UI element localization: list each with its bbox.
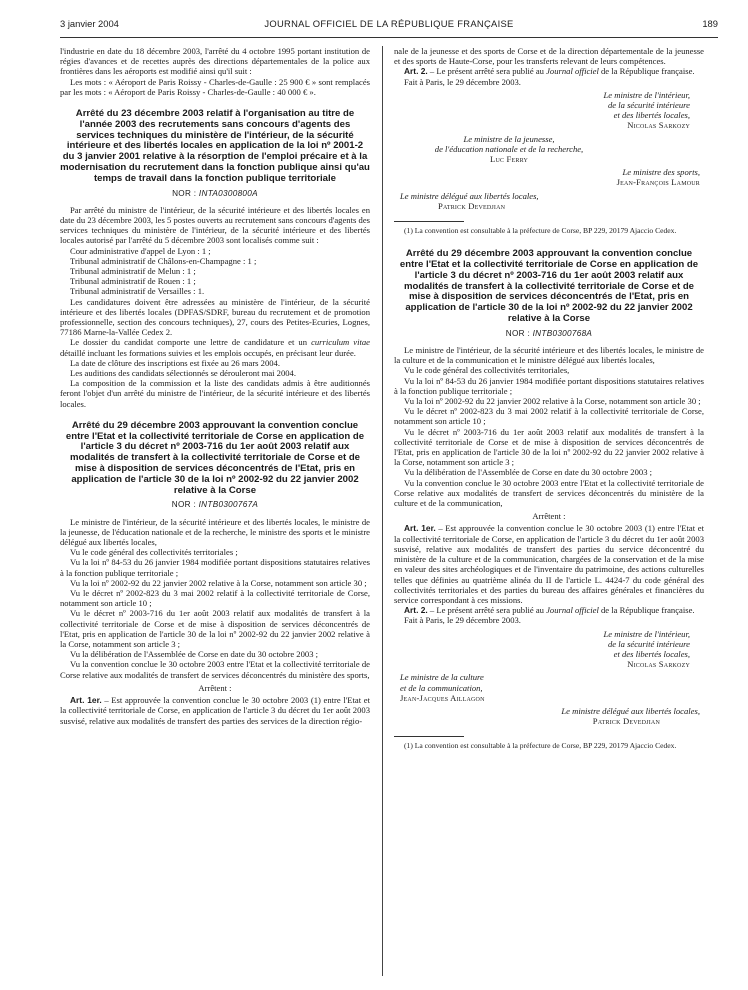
visa-item: Vu la loi nº 2002-92 du 22 janvier 2002 relative à la Corse, notamment son article 30 ; [404,396,701,407]
body-paragraph: Les candidatures doivent être adressées au ministère de l'intérieur, de la sécurité intérieure et des libertés locales (DPFAS/SDRF, bureau du recrutement et de promotion professionnelle, section des concours techniques), 27, cours des Petites-Ecuries, Lognes, 77186 Marne-la-Vallée Cedex 2. [60,296,370,338]
visa-item: Vu le code général des collectivités territoriales ; [70,547,238,558]
signatory-role: Le ministre délégué aux libertés locales, [400,190,539,201]
signatory-role: Le ministre de l'intérieur, [603,89,690,100]
nor-prefix: NOR : [172,188,199,198]
signatory-name: Jean-Jacques Aillagon [400,692,485,703]
signatory-role: de la sécurité intérieure [607,638,690,649]
continued-paragraph: nale de la jeunesse et des sports de Corse et de la direction départementale de la jeunesse et des sports de Haute-Corse, pour les transferts relevant de leurs compétences. [394,46,704,67]
signatory-name: Luc Ferry [490,154,528,165]
article-paragraph [394,66,704,76]
signature-block [394,167,700,187]
signatory-role: de l'éducation nationale et de la recherche, [434,143,584,154]
signatory-role: et de la communication, [400,682,483,693]
nor-reference [60,500,370,510]
signatory-role: de la sécurité intérieure [607,100,690,111]
decree-title: Arrêté du 29 décembre 2003 approuvant la convention conclue entre l'Etat et la collectivité territoriale de Corse en application de l'article 3 du décret nº 2003-716 du 1er août 2003 relatif aux modalités de transfert à la collectivité territoriale de Corse et de mise à disposition de services déconcentrés de l'Etat, pris en application de l'article 30 de la loi nº 2002-92 du 22 janvier 2002 relative à la Corse [65,419,365,496]
signature-block [400,191,704,211]
text-run: Le dossier du candidat comporte une lettre de candidature et un [70,337,312,348]
nor-reference [394,329,704,339]
signature-block [400,672,704,703]
list-item: Tribunal administratif de Rouen : 1 ; [70,276,196,287]
signatory-name: Patrick Devedjian [438,200,506,211]
signatory-role: et des libertés locales, [613,110,690,121]
article-text: – Est approuvée la convention conclue le 30 octobre 2003 (1) entre l'Etat et la collectivité territoriale de Corse, en application de l'article 3 du décret du 1er août 2003 susvisé, relative aux modalités de transfert des parties des services de la direction régio- [60,695,370,726]
article-label: Art. 1er. [404,523,436,534]
signatory-name: Nicolas Sarkozy [627,659,690,670]
arretent-heading: Arrêtent : [198,682,232,693]
article-label: Art. 2. [404,605,428,616]
signatory-name: Patrick Devedjian [592,716,660,727]
nor-code: INTB0300767A [198,500,259,510]
footnote: (1) La convention est consultable à la préfecture de Corse, BP 229, 20179 Ajaccio Cedex. [404,226,677,236]
body-paragraph: Le ministre de l'intérieur, de la sécurité intérieure et des libertés locales, le ministre de la jeunesse, de l'éducation nationale et de la recherche, le ministre des sports et le ministre délégué aux libertés locales, [60,516,370,548]
text-run: de la République française. [598,66,695,77]
visa-item: Vu la convention conclue le 30 octobre 2003 entre l'Etat et la collectivité territoriale de Corse relative aux modalités de transfert de services déconcentrés du ministère des sports, [60,659,370,680]
signatory-role: Le ministre délégué aux libertés locales, [561,705,700,716]
visa-item: Vu la loi nº 84-53 du 26 janvier 1984 modifiée portant dispositions statutaires relatives à la fonction publique territoriale ; [60,557,370,578]
signatory-role: Le ministre des sports, [622,167,700,178]
body-paragraph: La composition de la commission et la liste des candidats admis à être auditionnés feront l'objet d'un arrêté du ministre de l'intérieur, de la sécurité intérieure et des libertés locales. [60,378,370,409]
nor-code: INTB0300768A [532,328,593,338]
right-column [394,46,704,751]
body-paragraph: Par arrêté du ministre de l'intérieur, de la sécurité intérieure et des libertés locales en date du 23 décembre 2003, les 5 postes ouverts au recrutement sans concours d'agents des services techniques du ministère de l'intérieur, de la sécurité intérieure et des libertés locales autorisé par l'arrêté du 5 décembre 2003 sont localisés comme suit : [60,204,370,246]
list-item: Tribunal administratif de Versailles : 1. [70,286,205,297]
signature-block [394,134,624,165]
arretent-heading: Arrêtent : [532,511,566,522]
signatory-role: Le ministre de la jeunesse, [463,133,555,144]
article-paragraph [394,605,704,615]
visa-item: Vu le décret nº 2002-823 du 3 mai 2002 relatif à la collectivité territoriale de Corse, notamment son article 10 ; [394,406,704,427]
intro-paragraph: l'industrie en date du 18 décembre 2003, l'arrêté du 4 octobre 1995 portant institution de régies d'avances et de recettes auprès des directions départementales de la police aux frontières dans les aéroports est modifié ainsi qu'il suit : [60,46,370,77]
decree-title: Arrêté du 29 décembre 2003 approuvant la convention conclue entre l'Etat et la collectivité territoriale de Corse en application de l'article 3 du décret nº 2003-716 du 1er août 2003 relatif aux modalités de transfert à la collectivité territoriale de Corse et de mise à disposition de services déconcentrés de l'Etat, pris en application de l'article 30 de la loi nº 2002-92 du 22 janvier 2002 relative à la Corse [399,248,699,325]
nor-prefix: NOR : [171,500,199,510]
footnote-rule [394,736,464,737]
list-item: Tribunal administratif de Châlons-en-Champagne : 1 ; [70,255,257,266]
article-label: Art. 2. [404,66,428,77]
signatory-name: Jean-François Lamour [616,177,700,188]
signature-block [394,90,690,131]
signatory-role: et des libertés locales, [613,648,690,659]
text-run: – Le présent arrêté sera publié au [427,66,547,77]
header-date: 3 janvier 2004 [60,18,119,29]
nor-prefix: NOR : [505,328,533,338]
list-item: Cour administrative d'appel de Lyon : 1 ; [70,245,211,256]
signatory-name: Nicolas Sarkozy [627,120,690,131]
body-paragraph [60,337,370,357]
intro-paragraph: Les mots : « Aéroport de Paris Roissy - Charles-de-Gaulle : 25 900 € » sont remplacés par les mots : « Aéroport de Paris Roissy - Charles-de-Gaulle : 40 000 € ». [60,76,370,97]
nor-reference [60,189,370,199]
signatory-role: Le ministre de l'intérieur, [603,628,690,639]
signature-date: Fait à Paris, le 29 décembre 2003. [404,615,521,626]
italic-run: curriculum vitae [311,337,370,348]
list-item: Tribunal administratif de Melun : 1 ; [70,266,196,277]
visa-item: Vu le décret nº 2002-823 du 3 mai 2002 relatif à la collectivité territoriale de Corse, notamment son article 10 ; [60,588,370,609]
italic-run: Journal officiel [546,605,599,616]
decree-title: Arrêté du 23 décembre 2003 relatif à l'organisation au titre de l'année 2003 des recrutements sans concours d'agents des services techniques du ministère de l'intérieur, de la sécurité intérieure et des libertés locales en application de la loi nº 2001-2 du 3 janvier 2001 relative à la résorption de l'emploi précaire et à la modernisation du recrutement dans la fonction publique ainsi qu'au temps de travail dans la fonction publique territoriale [60,108,370,184]
signature-date: Fait à Paris, le 29 décembre 2003. [404,76,521,87]
text-run: – Le présent arrêté sera publié au [427,605,547,616]
article-paragraph [394,523,704,605]
text-run: de la République française. [598,605,695,616]
visa-item: Vu la délibération de l'Assemblée de Corse en date du 30 octobre 2003 ; [70,649,319,660]
page-header [60,18,718,34]
header-rule [60,37,718,38]
footnote: (1) La convention est consultable à la préfecture de Corse, BP 229, 20179 Ajaccio Cedex. [404,741,677,751]
header-page-number: 189 [702,18,718,29]
two-column-body [60,46,718,751]
left-column [60,46,370,751]
text-run: détaillé incluant les formations suivies et les emplois occupés, en précisant leur durée. [60,347,356,358]
article-label: Art. 1er. [70,695,102,706]
body-paragraph: Les auditions des candidats sélectionnés se dérouleront mai 2004. [70,368,297,379]
visa-item: Vu la loi nº 2002-92 du 22 janvier 2002 relative à la Corse, notamment son article 30 ; [70,577,367,588]
visa-item: Vu la délibération de l'Assemblée de Corse en date du 30 octobre 2003 ; [404,467,653,478]
signatory-role: Le ministre de la culture [400,672,484,683]
article-text: – Est approuvée la convention conclue le 30 octobre 2003 (1) entre l'Etat et la collectivité territoriale de Corse, en application de l'article 3 du décret du 1er août 2003 susvisé, relative aux modalités de transfert des parties du service déconcentré du ministère de la culture et de la communication, chargées de la conservation et de la mise en valeur des sites archéologiques et de l'inventaire du patrimoine, des actions culturelles telles que définies au quatrième alinéa du II de l'article L. 4424-7 du code général des collectivités territoriales et des parties du bureau des affaires générales et financières du service correspondant à ces missions. [394,523,704,605]
body-paragraph: Le ministre de l'intérieur, de la sécurité intérieure et des libertés locales, le ministre de la culture et de la communication et le ministre délégué aux libertés locales, [394,345,704,366]
column-divider [382,46,383,976]
visa-item: Vu le code général des collectivités territoriales, [404,365,570,376]
visa-item: Vu le décret nº 2003-716 du 1er août 2003 relatif aux modalités de transfert à la collectivité territoriale de Corse et de mise à disposition de services déconcentrés de l'Etat, pris en application de l'article 30 de la loi nº 2002-92 du 22 janvier 2002 relative à la Corse, notamment son article 3 ; [394,426,704,468]
visa-item: Vu la loi nº 84-53 du 26 janvier 1984 modifiée portant dispositions statutaires relatives à la fonction publique territoriale ; [394,375,704,396]
article-paragraph [60,695,370,726]
header-journal-title: JOURNAL OFFICIEL DE LA RÉPUBLIQUE FRANÇAISE [264,18,514,29]
signature-block [394,629,690,670]
nor-code: INTA0300800A [198,188,258,198]
signature-block [394,706,700,726]
italic-run: Journal officiel [546,66,599,77]
footnote-rule [394,221,464,222]
visa-item: Vu le décret nº 2003-716 du 1er août 2003 relatif aux modalités de transfert à la collectivité territoriale de Corse et de mise à disposition de services déconcentrés de l'Etat, pris en application de l'article 30 de la loi nº 2002-92 du 22 janvier 2002 relative à la Corse, notamment son article 3 ; [60,608,370,650]
visa-item: Vu la convention conclue le 30 octobre 2003 entre l'Etat et la collectivité territoriale de Corse relative aux modalités de transfert de services déconcentrés du ministère de la culture et de la communication, [394,477,704,509]
body-paragraph: La date de clôture des inscriptions est fixée au 26 mars 2004. [70,357,281,368]
